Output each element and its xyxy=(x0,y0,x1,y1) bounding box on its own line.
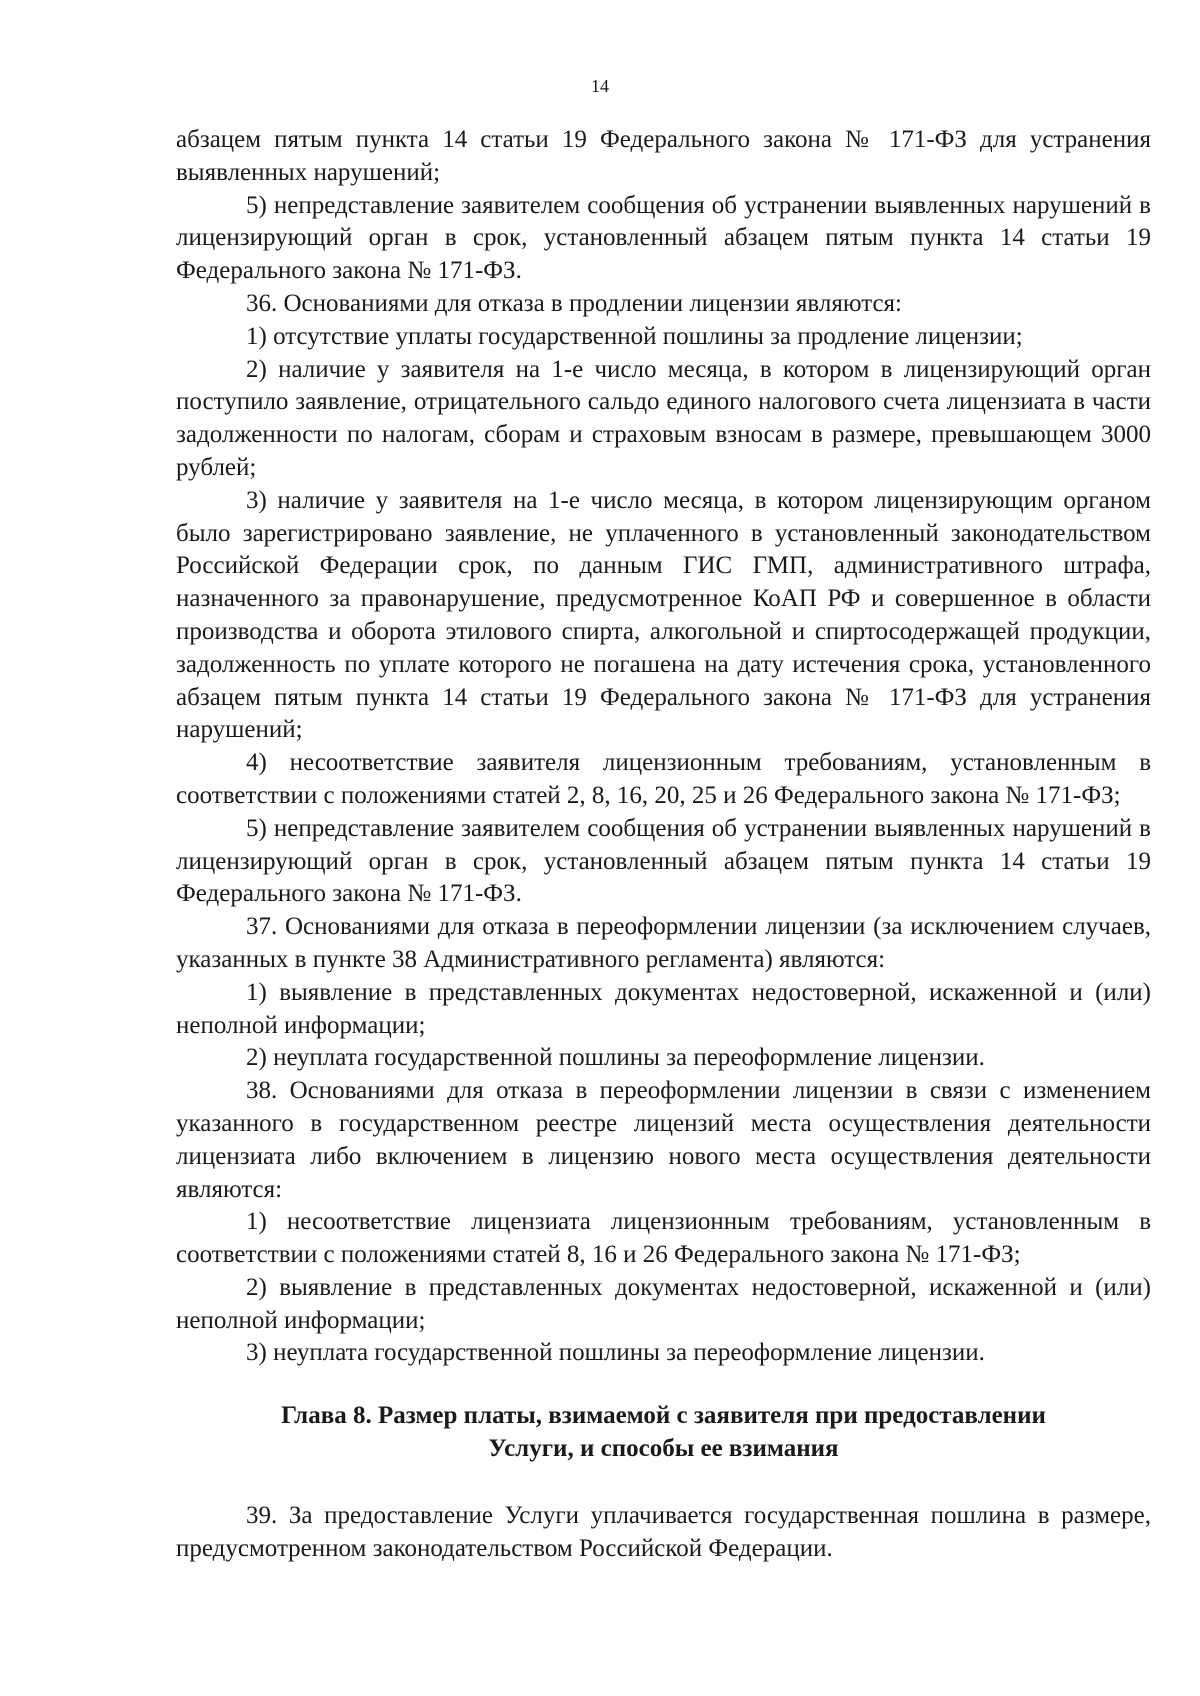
paragraph: 1) выявление в представленных документах недостоверной, искаженной и (или) неполной информации; xyxy=(176,978,1151,1039)
paragraph: 38. Основаниями для отказа в переоформлении лицензии в связи с изменением указанного в государственном реестре лицензий места осуществления деятельности лицензиата либо включением в лицензию нового места осуществления деятельности являются: xyxy=(176,1077,1151,1203)
paragraph: 37. Основаниями для отказа в переоформлении лицензии (за исключением случаев, указанных в пункте 38 Административного регламента) являются: xyxy=(176,913,1151,973)
chapter-heading xyxy=(176,1400,1151,1466)
document-body xyxy=(176,124,1151,1565)
paragraph: 1) отсутствие уплаты государственной пошлины за продление лицензии; xyxy=(246,322,1023,350)
paragraph: абзацем пятым пункта 14 статьи 19 Федерального закона № 171-ФЗ для устранения выявленных нарушений; xyxy=(176,126,1151,186)
paragraph: 5) непредставление заявителем сообщения об устранении выявленных нарушений в лицензирующий орган в срок, установленный абзацем пятым пункта 14 статьи 19 Федерального закона № 171-ФЗ. xyxy=(176,814,1151,908)
paragraph: 2) наличие у заявителя на 1-е число месяца, в котором в лицензирующий орган поступило заявление, отрицательного сальдо единого налогового счета лицензиата в части задолженности по налогам, сборам и страховым взносам в размере, превышающем 3000 рублей; xyxy=(176,355,1151,481)
page-number: 14 xyxy=(591,76,609,96)
chapter-heading-line-2: Услуги, и способы ее взимания xyxy=(488,1435,839,1463)
paragraph: 4) несоответствие заявителя лицензионным требованиям, установленным в соответствии с положениями статей 2, 8, 16, 20, 25 и 26 Федерального закона № 171-ФЗ; xyxy=(176,749,1151,809)
paragraphs-before-chapter xyxy=(176,124,1151,1370)
paragraph: 2) неуплата государственной пошлины за переоформление лицензии. xyxy=(246,1044,985,1072)
paragraph: 5) непредставление заявителем сообщения об устранении выявленных нарушений в лицензирующий орган в срок, установленный абзацем пятым пункта 14 статьи 19 Федерального закона № 171-ФЗ. xyxy=(176,191,1151,285)
paragraph: 3) наличие у заявителя на 1-е число месяца, в котором лицензирующим органом было зарегистрировано заявление, не уплаченного в установленный законодательством Российской Федерации срок, по данным ГИС ГМП, административного штрафа, назначенного за правонарушение, предусмотренное КоАП РФ и совершенное в области производства и оборота этилового спирта, алкогольной и спиртосодержащей продукции, задолженность по уплате которого не погашена на дату истечения срока, установленного абзацем пятым пункта 14 статьи 19 Федерального закона № 171-ФЗ для устранения нарушений; xyxy=(176,486,1151,744)
paragraph: 2) выявление в представленных документах недостоверной, искаженной и (или) неполной информации; xyxy=(176,1273,1151,1334)
paragraph: 3) неуплата государственной пошлины за переоформление лицензии. xyxy=(246,1339,985,1367)
chapter-heading-line-1: Глава 8. Размер платы, взимаемой с заявителя при предоставлении xyxy=(281,1402,1046,1430)
paragraph: 36. Основаниями для отказа в продлении лицензии являются: xyxy=(246,289,902,317)
paragraph: 1) несоответствие лицензиата лицензионным требованиям, установленным в соответствии с положениями статей 8, 16 и 26 Федерального закона № 171-ФЗ; xyxy=(176,1208,1151,1269)
paragraphs-after-chapter xyxy=(176,1500,1151,1566)
paragraph: 39. За предоставление Услуги уплачивается государственная пошлина в размере, предусмотренном законодательством Российской Федерации. xyxy=(176,1501,1151,1562)
